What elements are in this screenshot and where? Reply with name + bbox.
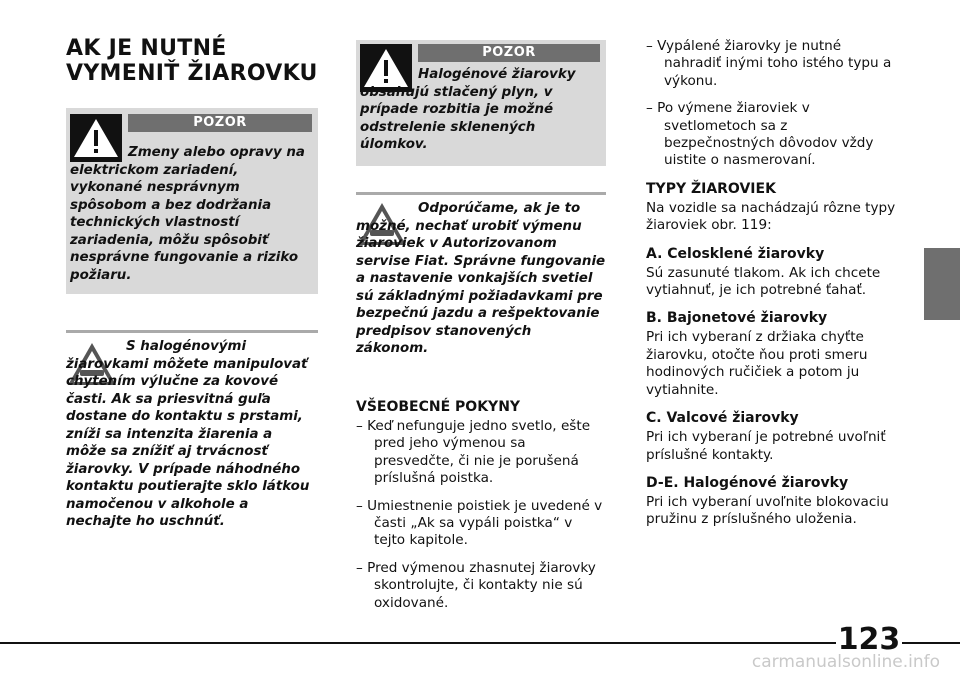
- general-instructions: [356, 388, 606, 622]
- list-item: – Pred výmenou zhasnutej žiarovky skontrolujte, či kontakty nie sú oxidované.: [356, 559, 596, 611]
- warning-header: POZOR: [418, 44, 600, 62]
- bulb-type-heading: A. Celosklené žiarovky: [646, 245, 825, 262]
- note-text-halogen-handling: S halogénovými žiarovkami môžete manipulovať chytením výlučne za kovové časti. Ak sa priesvitná guľa dostane do kontaktu s prstami, zníži sa intenzita žiarenia a môže sa znížiť aj trvácnosť žiarovky. V prípade náhodného kontaktu poutierajte sklo látkou namočenou v alkohole a nechajte ho uschnúť.: [66, 339, 310, 529]
- note-divider: [66, 330, 318, 333]
- page-number: 123: [837, 622, 901, 657]
- bulb-type-text: Pri ich vyberaní z držiaka chyťte žiarovku, otočte ňou proti smeru hodinových ručičiek a potom ju vytiahnite.: [646, 329, 868, 398]
- page-title: AK JE NUTNÉ VYMENIŤ ŽIAROVKU: [66, 36, 318, 86]
- watermark: carmanualsonline.info: [751, 652, 940, 672]
- bulb-type-heading: B. Bajonetové žiarovky: [646, 310, 828, 327]
- bulb-type-heading: C. Valcové žiarovky: [646, 410, 799, 427]
- list-item: – Vypálené žiarovky je nutné nahradiť inými toho istého typu a výkonu.: [646, 38, 892, 89]
- note-text-authorized-service: Odporúčame, ak je to možné, nechať urobiť výmenu žiaroviek v Autorizovanom servise Fiat. Správne fungovanie a nastavenie vonkajších svetiel sú základnými požiadavkami pre bezpečnú jazdu a rešpektovanie predpisov stanovených zákonom.: [356, 201, 606, 356]
- list-item: – Umiestnenie poistiek je uvedené v časti „Ak sa vypáli poistka“ v tejto kapitole.: [356, 497, 603, 549]
- note-divider: [356, 192, 606, 195]
- bulb-type-text: Pri ich vyberaní je potrebné uvoľniť príslušné kontakty.: [646, 429, 886, 463]
- chapter-tab: [924, 248, 960, 320]
- warning-box-electrical: [66, 108, 318, 294]
- section-heading: TYPY ŽIAROVIEK: [646, 180, 776, 197]
- warning-header: POZOR: [128, 114, 312, 132]
- bulb-type-heading: D-E. Halogénové žiarovky: [646, 474, 849, 491]
- bulb-type-text: Pri ich vyberaní uvoľnite blokovaciu pružinu z príslušného uloženia.: [646, 493, 889, 528]
- warning-text: Halogénové žiarovky obsahujú stlačený plyn, v prípade rozbitia je možné odstrelenie sklenených úlomkov.: [360, 67, 576, 152]
- section-heading: VŠEOBECNÉ POKYNY: [356, 399, 521, 415]
- warning-text: Zmeny alebo opravy na elektrickom zariadení, vykonané nesprávnym spôsobom a bez dodržania technických vlastností zariadenia, môžu spôsobiť nesprávne fungovanie a riziko požiaru.: [70, 145, 305, 283]
- right-column: [646, 38, 902, 529]
- list-item: – Keď nefunguje jedno svetlo, ešte pred jeho výmenou sa presvedčte, či nie je porušená príslušná poistka.: [356, 418, 591, 487]
- bulb-type-text: Sú zasunuté tlakom. Ak ich chcete vytiahnuť, je ich potrebné ťahať.: [646, 264, 881, 299]
- footer-rule: [0, 642, 960, 644]
- list-item: – Po výmene žiaroviek v svetlometoch sa z bezpečnostných dôvodov vždy uistite o nasmerovaní.: [646, 100, 874, 169]
- warning-box-halogen-gas: [356, 40, 606, 166]
- types-intro: Na vozidle sa nachádzajú rôzne typy žiaroviek obr. 119:: [646, 199, 896, 234]
